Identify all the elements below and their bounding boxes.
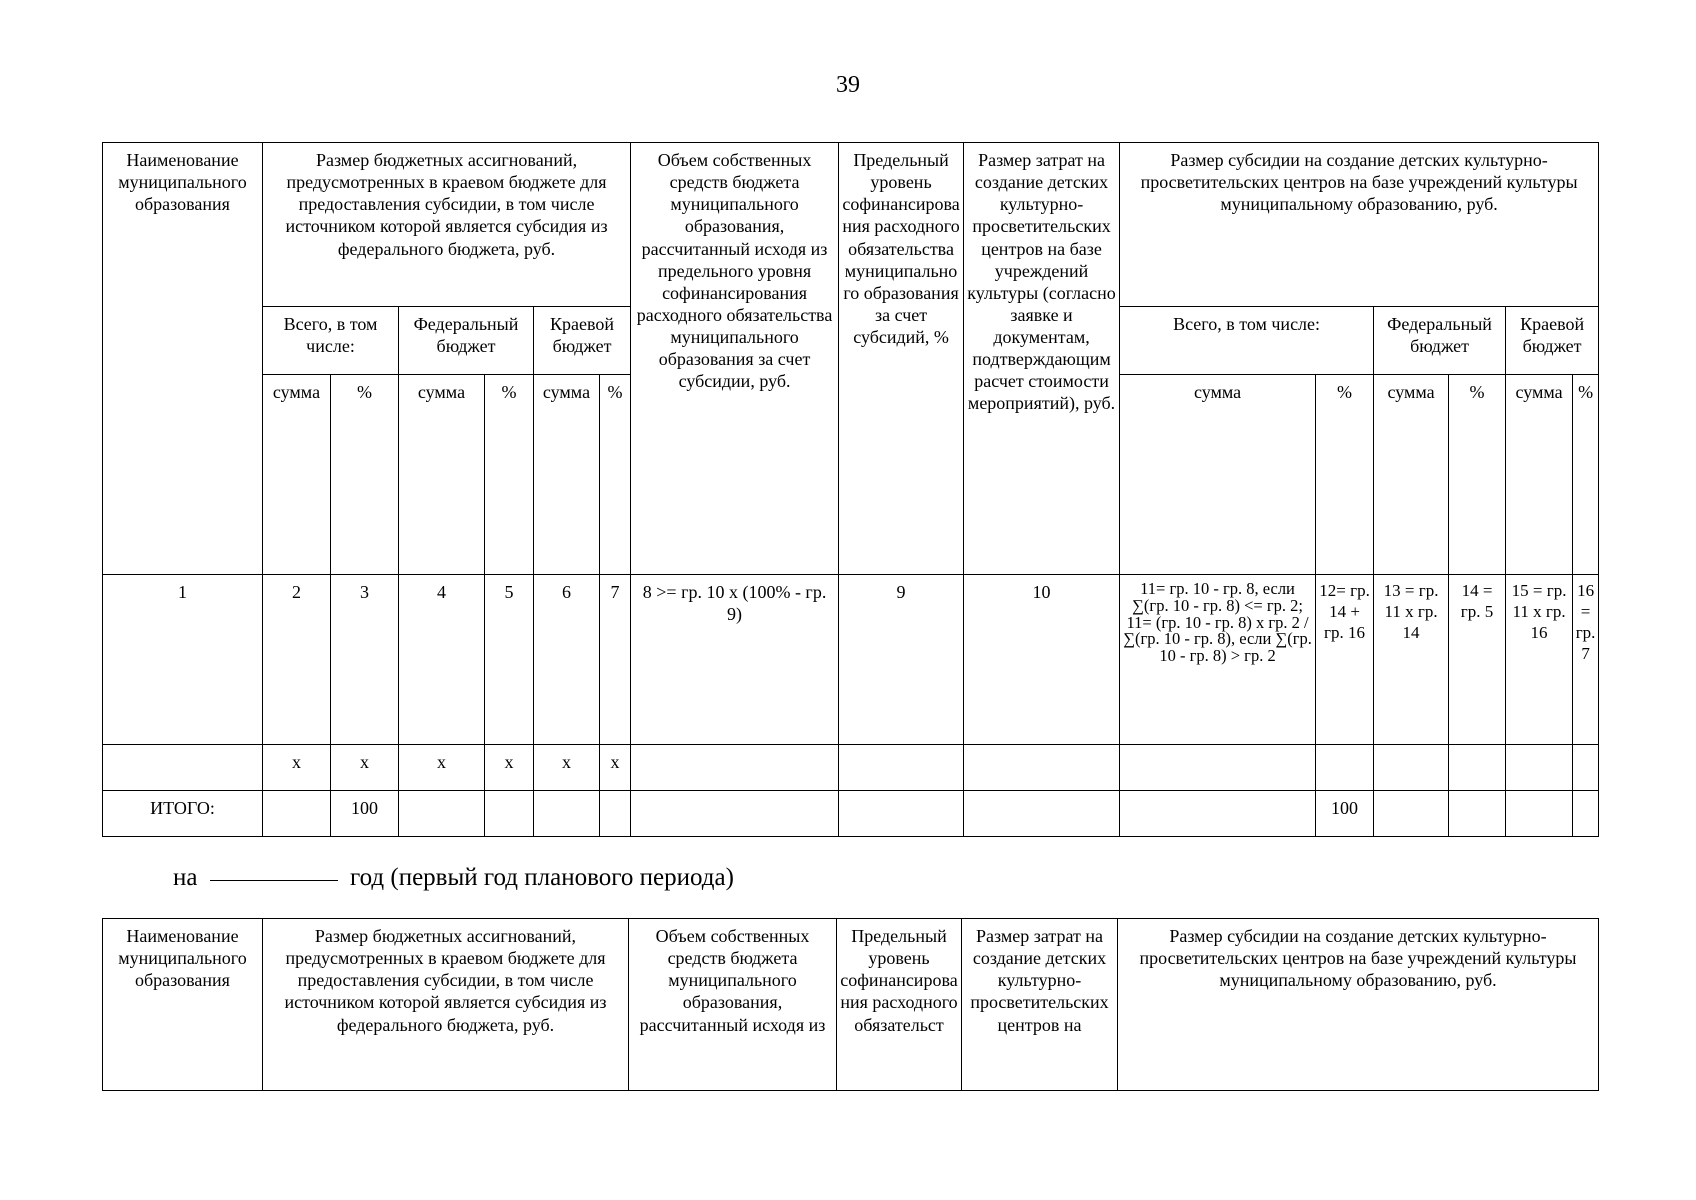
table-cell — [1316, 745, 1374, 791]
column-formula: 15 = гр. 11 х гр. 16 — [1506, 575, 1573, 745]
total-percent: 100 — [1316, 791, 1374, 837]
column-number: 2 — [263, 575, 331, 745]
header-own-funds: Объем собственных средств бюджета муниципального образования, рассчитанный исходя из — [629, 919, 837, 1091]
table-cell — [1573, 745, 1599, 791]
header-subsidy: Размер субсидии на создание детских культурно-просветительских центров на базе учреждений культуры муниципальному образованию, руб. — [1120, 143, 1599, 307]
table-cell — [103, 745, 263, 791]
table-cell — [1506, 791, 1573, 837]
header-total-incl: Всего, в том числе: — [1120, 307, 1374, 375]
total-percent: 100 — [331, 791, 399, 837]
table-cell — [399, 791, 485, 837]
period-heading — [173, 864, 734, 892]
period-prefix: на — [173, 864, 198, 891]
column-formula: 16 = гр. 7 — [1573, 575, 1599, 745]
header-own-funds: Объем собственных средств бюджета муниципального образования, рассчитанный исходя из предельного уровня софинансирования расходного обязательства муниципального образования за счет субсидии, руб. — [631, 143, 839, 575]
subsidy-table — [102, 142, 1599, 837]
column-formula: 12= гр. 14 + гр. 16 — [1316, 575, 1374, 745]
header-percent: % — [1449, 375, 1506, 575]
header-percent: % — [600, 375, 631, 575]
table-cell — [631, 791, 839, 837]
header-regional: Краевой бюджет — [1506, 307, 1599, 375]
x-cell: х — [600, 745, 631, 791]
table-cell — [1120, 791, 1316, 837]
column-number: 6 — [534, 575, 600, 745]
column-numbering-row — [103, 575, 1599, 745]
table-cell — [1449, 745, 1506, 791]
header-federal: Федеральный бюджет — [399, 307, 534, 375]
column-number: 3 — [331, 575, 399, 745]
table-cell — [964, 791, 1120, 837]
table-cell — [1506, 745, 1573, 791]
header-cofinancing-level: Предельный уровень софинансирования расходного обязательства муниципального образования за счет субсидий, % — [839, 143, 964, 575]
x-cell: х — [485, 745, 534, 791]
column-number: 8 >= гр. 10 х (100% - гр. 9) — [631, 575, 839, 745]
header-costs: Размер затрат на создание детских культурно-просветительских центров на базе учреждений культуры (согласно заявке и документам, подтверждающим расчет стоимости мероприятий), руб. — [964, 143, 1120, 575]
table-cell — [263, 791, 331, 837]
x-cell: х — [399, 745, 485, 791]
header-percent: % — [485, 375, 534, 575]
year-blank-line — [210, 880, 338, 881]
column-number: 7 — [600, 575, 631, 745]
header-total-incl: Всего, в том числе: — [263, 307, 399, 375]
column-number: 9 — [839, 575, 964, 745]
table-cell — [1573, 791, 1599, 837]
column-number: 4 — [399, 575, 485, 745]
header-regional: Краевой бюджет — [534, 307, 631, 375]
table-header-row — [103, 919, 1599, 1091]
header-sum: сумма — [1506, 375, 1573, 575]
column-formula: 11= гр. 10 - гр. 8, если ∑(гр. 10 - гр. 8) <= гр. 2; 11= (гр. 10 - гр. 8) х гр. 2 / ∑(гр. 10 - гр. 8), если ∑(гр. 10 - гр. 8) > гр. 2 — [1120, 575, 1316, 745]
table-cell — [1374, 745, 1449, 791]
header-budget-allocations: Размер бюджетных ассигнований, предусмотренных в краевом бюджете для предоставления субсидии, в том числе источником которой является субсидия из федерального бюджета, руб. — [263, 143, 631, 307]
table-header-row — [103, 143, 1599, 307]
header-sum: сумма — [399, 375, 485, 575]
table-cell — [1120, 745, 1316, 791]
table-cell — [1374, 791, 1449, 837]
table-cell — [534, 791, 600, 837]
table-cell — [485, 791, 534, 837]
header-cofinancing-level: Предельный уровень софинансирования расходного обязательст — [837, 919, 962, 1091]
header-subsidy: Размер субсидии на создание детских культурно-просветительских центров на базе учреждений культуры муниципальному образованию, руб. — [1118, 919, 1599, 1091]
total-row — [103, 791, 1599, 837]
column-formula: 13 = гр. 11 х гр. 14 — [1374, 575, 1449, 745]
table-cell — [631, 745, 839, 791]
header-sum: сумма — [534, 375, 600, 575]
x-row — [103, 745, 1599, 791]
header-sum: сумма — [263, 375, 331, 575]
header-costs: Размер затрат на создание детских культурно-просветительских центров на — [962, 919, 1118, 1091]
header-sum: сумма — [1120, 375, 1316, 575]
table-cell — [1449, 791, 1506, 837]
header-municipality: Наименование муниципального образования — [103, 919, 263, 1091]
header-budget-allocations: Размер бюджетных ассигнований, предусмотренных в краевом бюджете для предоставления субсидии, в том числе источником которой является субсидия из федерального бюджета, руб. — [263, 919, 629, 1091]
column-formula: 14 = гр. 5 — [1449, 575, 1506, 745]
subsidy-table-planning-year — [102, 918, 1599, 1091]
table-cell — [839, 745, 964, 791]
column-number: 1 — [103, 575, 263, 745]
header-percent: % — [331, 375, 399, 575]
table-cell — [964, 745, 1120, 791]
header-percent: % — [1573, 375, 1599, 575]
table-cell — [839, 791, 964, 837]
header-percent: % — [1316, 375, 1374, 575]
page-number: 39 — [836, 72, 860, 98]
column-number: 10 — [964, 575, 1120, 745]
header-sum: сумма — [1374, 375, 1449, 575]
x-cell: х — [331, 745, 399, 791]
total-label: ИТОГО: — [103, 791, 263, 837]
header-municipality: Наименование муниципального образования — [103, 143, 263, 575]
x-cell: х — [534, 745, 600, 791]
column-number: 5 — [485, 575, 534, 745]
period-suffix: год (первый год планового периода) — [349, 864, 734, 891]
header-federal: Федеральный бюджет — [1374, 307, 1506, 375]
x-cell: х — [263, 745, 331, 791]
table-cell — [600, 791, 631, 837]
